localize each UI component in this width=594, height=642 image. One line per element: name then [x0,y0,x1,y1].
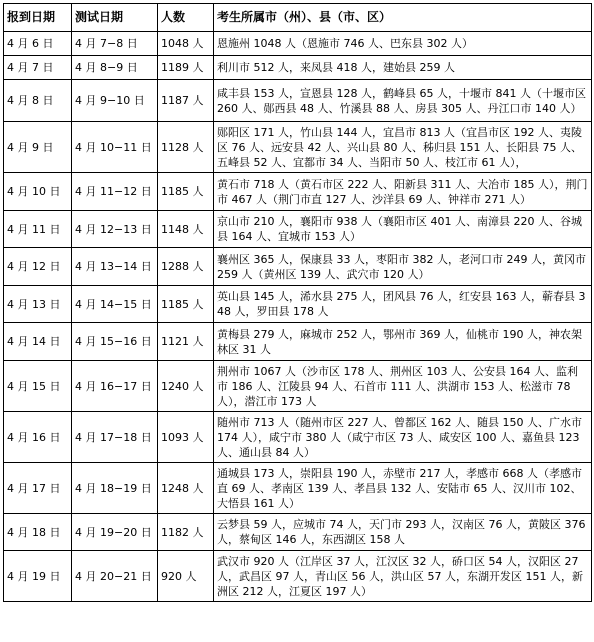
test-date-cell: 4 月 18−19 日 [72,463,158,514]
areas-cell: 利川市 512 人，来凤县 418 人，建始县 259 人 [214,56,592,80]
test-date-cell: 4 月 13−14 日 [72,248,158,286]
report-date-cell: 4 月 7 日 [4,56,72,80]
report-date-cell: 4 月 8 日 [4,80,72,122]
count-cell: 1121 人 [158,323,214,361]
areas-cell: 咸丰县 153 人，宣恩县 128 人，鹤峰县 65 人，十堰市 841 人（十堰市区 260 人、郧西县 48 人、竹溪县 88 人、房县 305 人、丹江口市 140 人） [214,80,592,122]
test-date-cell: 4 月 10−11 日 [72,122,158,173]
table-row [4,551,592,602]
test-date-cell: 4 月 17−18 日 [72,412,158,463]
count-cell: 920 人 [158,551,214,602]
report-date-cell: 4 月 19 日 [4,551,72,602]
count-cell: 1048 人 [158,32,214,56]
table-row [4,412,592,463]
report-date-cell: 4 月 17 日 [4,463,72,514]
report-date-cell: 4 月 14 日 [4,323,72,361]
table-row [4,32,592,56]
areas-cell: 郧阳区 171 人，竹山县 144 人，宜昌市 813 人（宜昌市区 192 人、夷陵区 76 人、远安县 42 人、兴山县 80 人、秭归县 151 人、长阳县 75 人、五峰县 52 人、宜都市 34 人、当阳市 50 人、枝江市 61 人）， [214,122,592,173]
table-row [4,323,592,361]
report-date-cell: 4 月 18 日 [4,514,72,551]
count-cell: 1148 人 [158,211,214,248]
count-cell: 1240 人 [158,361,214,412]
table-row [4,514,592,551]
report-date-cell: 4 月 10 日 [4,173,72,211]
test-date-cell: 4 月 12−13 日 [72,211,158,248]
header-report-date: 报到日期 [4,4,72,32]
table-row [4,173,592,211]
count-cell: 1189 人 [158,56,214,80]
areas-cell: 武汉市 920 人（江岸区 37 人，江汉区 32 人，硚口区 54 人，汉阳区 27 人，武昌区 97 人，青山区 56 人，洪山区 57 人，东湖开发区 151 人，新洲区 212 人，江夏区 197 人） [214,551,592,602]
areas-cell: 英山县 145 人，浠水县 275 人，团风县 76 人，红安县 163 人，蕲春县 348 人，罗田县 178 人 [214,286,592,323]
test-date-cell: 4 月 19−20 日 [72,514,158,551]
report-date-cell: 4 月 12 日 [4,248,72,286]
header-areas: 考生所属市（州）、县（市、区） [214,4,592,32]
count-cell: 1093 人 [158,412,214,463]
test-date-cell: 4 月 9−10 日 [72,80,158,122]
count-cell: 1187 人 [158,80,214,122]
test-date-cell: 4 月 8−9 日 [72,56,158,80]
table-row [4,122,592,173]
report-date-cell: 4 月 15 日 [4,361,72,412]
table-row [4,286,592,323]
header-test-date: 测试日期 [72,4,158,32]
table-header-row [4,4,592,32]
areas-cell: 黄石市 718 人（黄石市区 222 人、阳新县 311 人、大冶市 185 人），荆门市 467 人（荆门市直 127 人、沙洋县 69 人、钟祥市 271 人） [214,173,592,211]
count-cell: 1248 人 [158,463,214,514]
areas-cell: 黄梅县 279 人，麻城市 252 人，鄂州市 369 人，仙桃市 190 人，神农架林区 31 人 [214,323,592,361]
header-count: 人数 [158,4,214,32]
report-date-cell: 4 月 9 日 [4,122,72,173]
report-date-cell: 4 月 13 日 [4,286,72,323]
areas-cell: 云梦县 59 人，应城市 74 人，天门市 293 人，汉南区 76 人，黄陂区 376 人，蔡甸区 146 人，东西湖区 158 人 [214,514,592,551]
areas-cell: 通城县 173 人，崇阳县 190 人，赤壁市 217 人，孝感市 668 人（孝感市直 69 人、孝南区 139 人、孝昌县 132 人、安陆市 65 人、汉川市 102、大悟县 161 人） [214,463,592,514]
areas-cell: 恩施州 1048 人（恩施市 746 人、巴东县 302 人） [214,32,592,56]
table-row [4,80,592,122]
table-row [4,211,592,248]
test-date-cell: 4 月 16−17 日 [72,361,158,412]
test-date-cell: 4 月 11−12 日 [72,173,158,211]
test-date-cell: 4 月 20−21 日 [72,551,158,602]
report-date-cell: 4 月 11 日 [4,211,72,248]
areas-cell: 襄州区 365 人，保康县 33 人，枣阳市 382 人，老河口市 249 人，黄冈市 259 人（黄州区 139 人、武穴市 120 人） [214,248,592,286]
report-date-cell: 4 月 6 日 [4,32,72,56]
areas-cell: 京山市 210 人，襄阳市 938 人（襄阳市区 401 人、南漳县 220 人、谷城县 164 人、宜城市 153 人） [214,211,592,248]
count-cell: 1185 人 [158,286,214,323]
test-date-cell: 4 月 15−16 日 [72,323,158,361]
count-cell: 1182 人 [158,514,214,551]
table-row [4,361,592,412]
test-date-cell: 4 月 7−8 日 [72,32,158,56]
table-row [4,463,592,514]
schedule-table-container [3,3,591,602]
test-date-cell: 4 月 14−15 日 [72,286,158,323]
count-cell: 1288 人 [158,248,214,286]
count-cell: 1128 人 [158,122,214,173]
table-row [4,56,592,80]
report-date-cell: 4 月 16 日 [4,412,72,463]
areas-cell: 随州市 713 人（随州市区 227 人、曾都区 162 人、随县 150 人、广水市 174 人），咸宁市 380 人（咸宁市区 73 人、咸安区 100 人、嘉鱼县 123 人、通山县 84 人） [214,412,592,463]
table-row [4,248,592,286]
count-cell: 1185 人 [158,173,214,211]
schedule-table [3,3,592,602]
areas-cell: 荆州市 1067 人（沙市区 178 人、荆州区 103 人、公安县 164 人、监利市 186 人、江陵县 94 人、石首市 111 人、洪湖市 153 人、松滋市 78 人），潜江市 173 人 [214,361,592,412]
